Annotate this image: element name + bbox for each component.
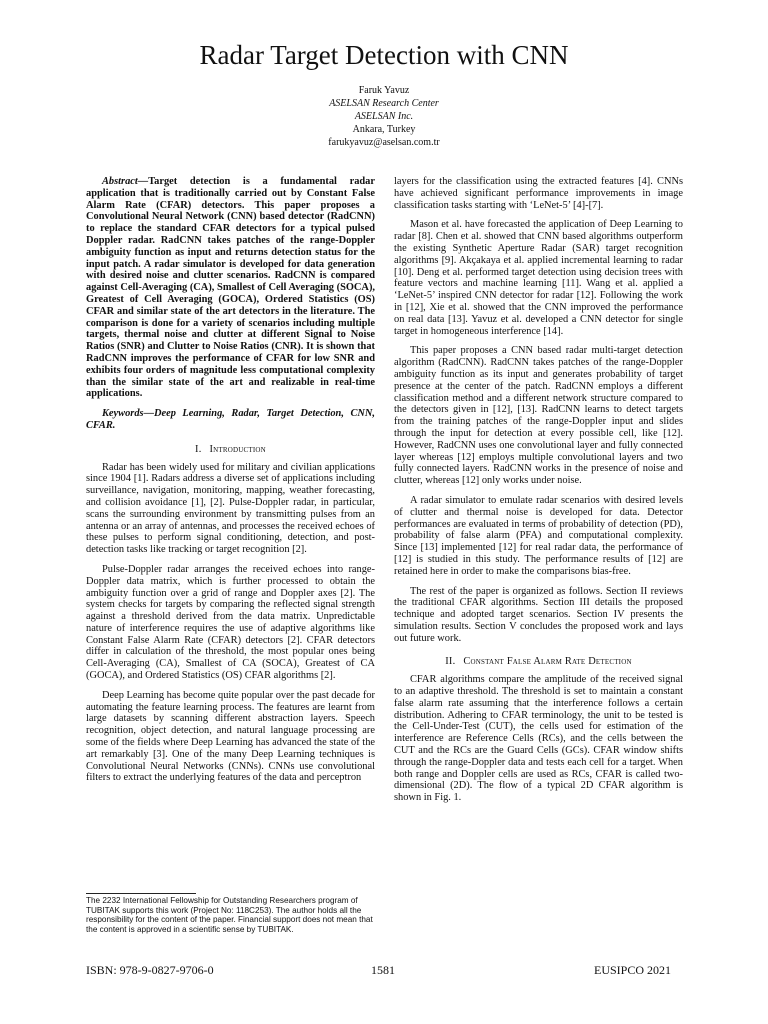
author-name: Faruk Yavuz xyxy=(358,85,410,96)
author-affiliation-2: ASELSAN Inc. xyxy=(354,111,414,122)
section-number: I. xyxy=(195,443,202,455)
abstract xyxy=(86,176,375,400)
footer-page-number: 1581 xyxy=(371,963,395,977)
paragraph: Radar has been widely used for military and civilian applications since 1904 [1]. Radars address a diverse set of applications including surveillance, navigation, monitoring, mapping, weather forecasting, and collision avoidance [1], [2]. Pulse-Doppler radar, in particular, scans the surrounding environment by transmitting pulses from an antenna or an array of antennas, and processes the received echoes of these pulses to perform signal conditioning, detection, and post-detection tasks like tracking or target recognition [2]. xyxy=(86,461,375,556)
right-column xyxy=(394,176,683,812)
keywords-text: Deep Learning, Radar, Target Detection, CNN, CFAR. xyxy=(86,408,375,431)
author-email: farukyavuz@aselsan.com.tr xyxy=(328,137,440,148)
author-location: Ankara, Turkey xyxy=(352,124,416,135)
section-number: II. xyxy=(445,656,456,668)
paragraph: A radar simulator to emulate radar scenarios with desired levels of clutter and thermal noise is developed for data. Detector performances are evaluated in terms of probability of detection (PD), probability of false alarm (PFA) and computational complexity. Since [13] implemented [12] for real radar data, the performance of [12] is studied in this study. The performance results of [12] are retained here in order to make the comparisons bias-free. xyxy=(394,494,683,577)
author-block xyxy=(0,84,768,149)
paragraph: Deep Learning has become quite popular over the past decade for automating the feature learning process. The features are learnt from large datasets by scanning different abstraction layers. Speech recognition, object detection, and natural language processing are some of the fields where Deep Learning has advanced the state of the art remarkably [3]. One of the many Deep Learning techniques is Convolutional Neural Networks (CNNs). CNNs use convolutional filters to extract the underlying features of the data and perceptron xyxy=(86,689,375,784)
abstract-text: Target detection is a fundamental radar application that is traditionally carried out by Constant False Alarm Rate (CFAR) detectors. This paper proposes a Convolutional Neural Network (CNN) based detector (RadCNN) to replace the standard CFAR detectors for a typical pulsed Doppler radar. RadCNN takes patches of the range-Doppler ambiguity function as input and returns detection status for the input patch. A radar simulator is developed for data generation with desired noise and clutter scenarios. RadCNN is compared against Cell-Averaging (CA), Smallest of Cell Averaging (SOCA), Greatest of Cell Averaging (GOCA), Ordered Statistics (OS) CFAR and similar state of the art detectors in the literature. The comparison is done for a variety of scenarios including multiple targets, thermal noise and clutter at different Signal to Noise Ratios (SNR) and Clutter to Noise Ratios (CNR). It is shown that RadCNN improves the performance of CFAR for low SNR and exhibits four orders of magnitude less computational complexity than the similar state of the art and realizable in real-time applications. xyxy=(86,176,375,400)
keywords xyxy=(86,408,375,432)
footer-conference: EUSIPCO 2021 xyxy=(594,963,672,977)
section-heading-introduction xyxy=(86,444,375,456)
paragraph: Mason et al. have forecasted the application of Deep Learning to radar [8]. Chen et al. showed that CNN based algorithms outperform the existing Synthetic Aperture Radar (SAR) target recognition algorithms [9]. Akçakaya et al. applied incremental learning to radar [10]. Deng et al. performed target detection using decision trees with feature vectors and machine learning [11]. Wang et al. applied a ‘LeNet-5’ inspired CNN detector for radar [12]. Following the work in [12], Xie et al. showed that the CNN improved the performance on real data [13]. Yavuz et al. developed a CNN detector for single target in homogeneous interference [14]. xyxy=(394,219,683,337)
section-title: Constant False Alarm Rate Detection xyxy=(463,656,632,668)
keywords-lead: Keywords— xyxy=(102,408,154,420)
paragraph: CFAR algorithms compare the amplitude of the received signal to an adaptive threshold. The threshold is set to maintain a constant false alarm rate assuming that the interference follows a certain distribution. Adhering to CFAR terminology, the unit to be tested is the Cell-Under-Test (CUT), the cells used for estimation of the interference are Reference Cells (RCs), and the cells between the CUT and the RCs are the Guard Cells (GCs). CFAR window shifts through the range-Doppler data and tests each cell for a target. When both range and Doppler cells are used as RCs, CFAR is called two-dimensional (2D). The flow of a typical 2D CFAR algorithm is shown in Fig. 1. xyxy=(394,674,683,804)
left-column xyxy=(86,176,375,792)
paragraph: Pulse-Doppler radar arranges the received echoes into range-Doppler data matrix, which is further processed to obtain the ambiguity function over a grid of range and Doppler axes [2]. The system checks for targets by comparing the reflected signal strength against a threshold derived from the data matrix. Unpredictable nature of interference requires the use of adaptive algorithms like Constant False Alarm Rate (CFAR) detectors [2]. CFAR detectors differ in calculation of the threshold, the most popular ones being Cell-Averaging (CA), Smallest of CA (SOCA), Greatest of CA (GOCA), and Ordered Statistics (OS) CFAR algorithms [2]. xyxy=(86,563,375,682)
paragraph: The rest of the paper is organized as follows. Section II reviews the traditional CFAR algorithms. Section III details the proposed technique and adopted target scenarios. Section IV presents the simulation results. Section V concludes the proposed work and lays out future work. xyxy=(394,585,683,644)
section-title: Introduction xyxy=(209,443,266,455)
author-affiliation-1: ASELSAN Research Center xyxy=(329,98,439,109)
section-heading-cfar xyxy=(394,656,683,668)
paragraph: layers for the classification using the extracted features [4]. CNNs have achieved significant performance improvements in image classification tasks starting with ‘LeNet-5’ [4]-[7]. xyxy=(394,176,683,211)
paper-title: Radar Target Detection with CNN xyxy=(199,40,569,70)
footnote: The 2232 International Fellowship for Outstanding Researchers program of TUBITAK supports this work (Project No: 118C253). The author holds all the responsibility for the content of the paper. Financial support does not mean that the content is approved in a scientific sense by TUBITAK. xyxy=(86,896,373,934)
paragraph: This paper proposes a CNN based radar multi-target detection algorithm (RadCNN). RadCNN takes patches of the range-Doppler ambiguity function as its input and generates probability of target presence at the center of the patch. RadCNN employs a different classification method and a different network structure compared to the detectors given in [12], [13]. RadCNN learns to detect targets from the training patches of the range-Doppler input and slides through the input for detection at every possible cell, like [12]. However, RadCNN uses one convolutional layer and fully connected layer whereas [12] employs multiple convolutional layers and two fully connected layers. RadCNN works in the presence of noise and clutter, whereas [12] only works under noise. xyxy=(394,345,683,487)
footer-isbn: ISBN: 978-9-0827-9706-0 xyxy=(86,963,214,977)
abstract-lead: Abstract— xyxy=(102,176,149,187)
footnote-divider xyxy=(86,893,196,894)
